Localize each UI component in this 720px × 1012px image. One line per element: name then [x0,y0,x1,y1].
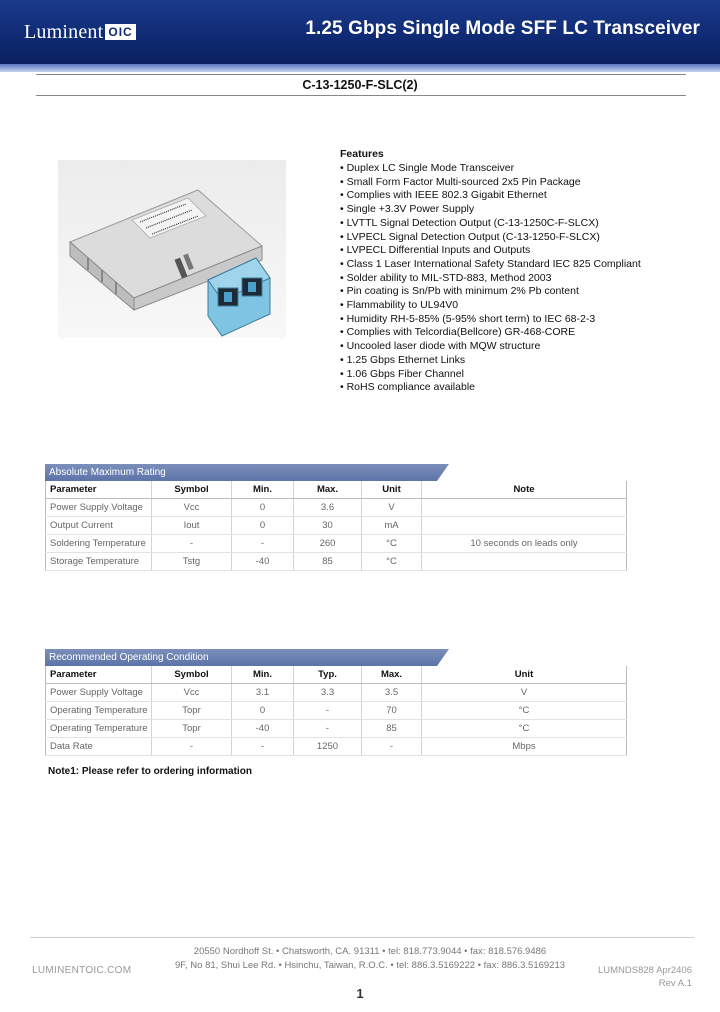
feature-item: • Uncooled laser diode with MQW structure [340,340,680,354]
column-header: Parameter [46,481,152,499]
absolute-maximum-rating-table [45,464,627,571]
table-row [46,535,627,553]
header-banner [0,0,720,64]
document-title: 1.25 Gbps Single Mode SFF LC Transceiver [305,18,700,39]
table-row [46,553,627,571]
table-cell [422,553,627,571]
revision: Rev A.1 [658,978,692,989]
table-cell: Output Current [46,517,152,535]
table-header-row [46,481,627,499]
table-header-row [46,666,627,684]
footer-rule [30,937,694,938]
table-cell: Soldering Temperature [46,535,152,553]
table-cell: - [232,738,294,756]
table-cell: Topr [152,720,232,738]
table-title-bar [45,649,627,666]
table-cell: -40 [232,720,294,738]
part-number-rule-bottom [36,95,686,96]
table-cell: Tstg [152,553,232,571]
table-row [46,684,627,702]
column-header: Max. [362,666,422,684]
table-cell: 10 seconds on leads only [422,535,627,553]
table-cell: - [152,738,232,756]
features-heading: Features [340,148,384,160]
table-cell: 260 [294,535,362,553]
abs-max-grid [45,481,627,571]
table-row [46,738,627,756]
table-title-bar [45,464,627,481]
table-cell: Vcc [152,684,232,702]
table-cell: - [294,720,362,738]
table-cell: Mbps [422,738,627,756]
table-cell [422,517,627,535]
feature-item: • Pin coating is Sn/Pb with minimum 2% Pb content [340,285,680,299]
table-cell: 85 [362,720,422,738]
feature-item: • 1.25 Gbps Ethernet Links [340,354,680,368]
table-cell: 3.3 [294,684,362,702]
table-cell: °C [362,535,422,553]
header-stripe [0,64,720,72]
table-cell: Topr [152,702,232,720]
table-cell: Iout [152,517,232,535]
feature-item: • LVTTL Signal Detection Output (C-13-1250C-F-SLCX) [340,217,680,231]
table-cell: Vcc [152,499,232,517]
table-cell: Power Supply Voltage [46,499,152,517]
column-header: Unit [362,481,422,499]
table-cell: Storage Temperature [46,553,152,571]
feature-item: • RoHS compliance available [340,381,680,395]
document-id: LUMNDS828 Apr2406 [598,965,692,976]
table-cell: 3.1 [232,684,294,702]
features-list [340,162,680,395]
table-cell [422,499,627,517]
table-cell: 1250 [294,738,362,756]
feature-item: • Single +3.3V Power Supply [340,203,680,217]
table-cell: 0 [232,517,294,535]
table-cell: - [232,535,294,553]
table-cell: Operating Temperature [46,720,152,738]
address-line-taiwan: 9F, No 81, Shui Lee Rd. • Hsinchu, Taiwan, R.O.C. • tel: 886.3.5169222 • fax: 886.3.5169213 [174,960,566,971]
company-website[interactable]: LUMINENTOIC.COM [32,965,132,976]
table-cell: Power Supply Voltage [46,684,152,702]
table-cell: °C [422,702,627,720]
table-cell: V [362,499,422,517]
features-section [340,148,680,395]
column-header: Min. [232,666,294,684]
table-cell: Data Rate [46,738,152,756]
table-row [46,702,627,720]
feature-item: • Solder ability to MIL-STD-883, Method 2003 [340,272,680,286]
feature-item: • Complies with Telcordia(Bellcore) GR-468-CORE [340,326,680,340]
table-cell: °C [362,553,422,571]
feature-item: • LVPECL Differential Inputs and Outputs [340,244,680,258]
table-cell: Operating Temperature [46,702,152,720]
feature-item: • LVPECL Signal Detection Output (C-13-1250-F-SLCX) [340,231,680,245]
column-header: Min. [232,481,294,499]
table-cell: -40 [232,553,294,571]
feature-item: • Small Form Factor Multi-sourced 2x5 Pin Package [340,176,680,190]
recommended-operating-condition-table [45,649,627,756]
column-header: Symbol [152,481,232,499]
page-number: 1 [356,986,364,1001]
feature-item: • Humidity RH-5-85% (5-95% short term) to IEC 68-2-3 [340,313,680,327]
address-line-usa: 20550 Nordhoff St. • Chatsworth, CA. 91311 • tel: 818.773.9044 • fax: 818.576.9486 [193,946,547,957]
table-cell: 0 [232,499,294,517]
column-header: Unit [422,666,627,684]
table-row [46,720,627,738]
product-photo [58,160,286,338]
ordering-note: Note1: Please refer to ordering information [48,766,252,777]
table-row [46,517,627,535]
table-cell: mA [362,517,422,535]
feature-item: • Class 1 Laser International Safety Standard IEC 825 Compliant [340,258,680,272]
table-cell: 70 [362,702,422,720]
table-cell: 0 [232,702,294,720]
table-cell: 3.6 [294,499,362,517]
part-number-rule-top [36,74,686,75]
column-header: Symbol [152,666,232,684]
table-title: Recommended Operating Condition [49,652,209,663]
logo-text: Luminent [24,20,104,43]
table-cell: - [294,702,362,720]
feature-item: • Duplex LC Single Mode Transceiver [340,162,680,176]
column-header: Typ. [294,666,362,684]
feature-item: • Flammability to UL94V0 [340,299,680,313]
column-header: Max. [294,481,362,499]
table-cell: - [362,738,422,756]
transceiver-illustration [58,160,286,338]
table-row [46,499,627,517]
table-cell: °C [422,720,627,738]
table-cell: 3.5 [362,684,422,702]
table-cell: 30 [294,517,362,535]
column-header: Parameter [46,666,152,684]
rec-op-grid [45,666,627,756]
feature-item: • 1.06 Gbps Fiber Channel [340,368,680,382]
table-title: Absolute Maximum Rating [49,467,166,478]
company-logo [24,20,136,44]
feature-item: • Complies with IEEE 802.3 Gigabit Ethernet [340,189,680,203]
part-number: C-13-1250-F-SLC(2) [302,78,418,92]
table-cell: 85 [294,553,362,571]
logo-badge: OIC [105,24,135,40]
table-cell: V [422,684,627,702]
table-cell: - [152,535,232,553]
column-header: Note [422,481,627,499]
